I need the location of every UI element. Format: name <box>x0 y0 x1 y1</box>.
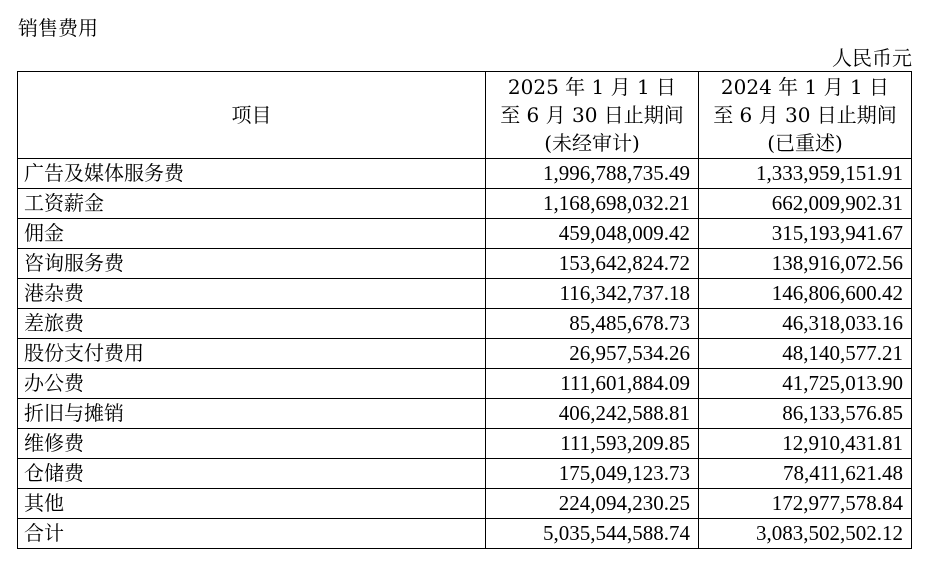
row-current: 85,485,678.73 <box>486 309 699 339</box>
table-header <box>18 72 912 159</box>
row-item: 港杂费 <box>18 279 486 309</box>
currency-unit: 人民币元 <box>832 46 912 70</box>
row-prior: 12,910,431.81 <box>699 429 912 459</box>
row-current: 1,168,698,032.21 <box>486 189 699 219</box>
header-prior-line2: 至 6 月 30 日止期间 <box>713 103 897 127</box>
row-current: 406,242,588.81 <box>486 399 699 429</box>
row-prior: 3,083,502,502.12 <box>699 519 912 549</box>
row-prior: 48,140,577.21 <box>699 339 912 369</box>
header-prior-line1: 2024 年 1 月 1 日 <box>720 75 890 99</box>
row-prior: 1,333,959,151.91 <box>699 159 912 189</box>
row-prior: 46,318,033.16 <box>699 309 912 339</box>
row-item: 工资薪金 <box>18 189 486 219</box>
header-current-line2: 至 6 月 30 日止期间 <box>500 103 684 127</box>
section-title: 销售费用 <box>18 16 98 40</box>
table-row <box>18 309 912 339</box>
row-prior: 172,977,578.84 <box>699 489 912 519</box>
row-prior: 78,411,621.48 <box>699 459 912 489</box>
table-row <box>18 369 912 399</box>
table-row <box>18 489 912 519</box>
row-item: 办公费 <box>18 369 486 399</box>
row-current: 224,094,230.25 <box>486 489 699 519</box>
row-current: 459,048,009.42 <box>486 219 699 249</box>
row-item: 合计 <box>18 519 486 549</box>
header-prior-line3: (已重述) <box>767 131 843 155</box>
table-row <box>18 219 912 249</box>
row-item: 广告及媒体服务费 <box>18 159 486 189</box>
header-row <box>18 72 912 159</box>
row-current: 153,642,824.72 <box>486 249 699 279</box>
selling-expenses-table <box>17 71 912 549</box>
row-prior: 41,725,013.90 <box>699 369 912 399</box>
row-current: 26,957,534.26 <box>486 339 699 369</box>
table-row <box>18 159 912 189</box>
row-current: 1,996,788,735.49 <box>486 159 699 189</box>
row-current: 5,035,544,588.74 <box>486 519 699 549</box>
row-prior: 86,133,576.85 <box>699 399 912 429</box>
table-total-row <box>18 519 912 549</box>
row-item: 其他 <box>18 489 486 519</box>
table-row <box>18 459 912 489</box>
table-row <box>18 189 912 219</box>
row-item: 股份支付费用 <box>18 339 486 369</box>
row-prior: 662,009,902.31 <box>699 189 912 219</box>
row-prior: 315,193,941.67 <box>699 219 912 249</box>
row-item: 咨询服务费 <box>18 249 486 279</box>
table-row <box>18 279 912 309</box>
row-current: 116,342,737.18 <box>486 279 699 309</box>
table-row <box>18 339 912 369</box>
row-prior: 146,806,600.42 <box>699 279 912 309</box>
row-item: 差旅费 <box>18 309 486 339</box>
table-row <box>18 429 912 459</box>
table-row <box>18 399 912 429</box>
row-current: 175,049,123.73 <box>486 459 699 489</box>
table-row <box>18 249 912 279</box>
row-current: 111,593,209.85 <box>486 429 699 459</box>
header-current-period <box>486 72 699 159</box>
row-item: 折旧与摊销 <box>18 399 486 429</box>
header-current-line3: (未经审计) <box>544 131 640 155</box>
row-current: 111,601,884.09 <box>486 369 699 399</box>
row-item: 维修费 <box>18 429 486 459</box>
row-prior: 138,916,072.56 <box>699 249 912 279</box>
row-item: 仓储费 <box>18 459 486 489</box>
table-body <box>18 159 912 549</box>
header-current-line1: 2025 年 1 月 1 日 <box>507 75 677 99</box>
row-item: 佣金 <box>18 219 486 249</box>
header-prior-period <box>699 72 912 159</box>
header-item: 项目 <box>18 72 486 159</box>
